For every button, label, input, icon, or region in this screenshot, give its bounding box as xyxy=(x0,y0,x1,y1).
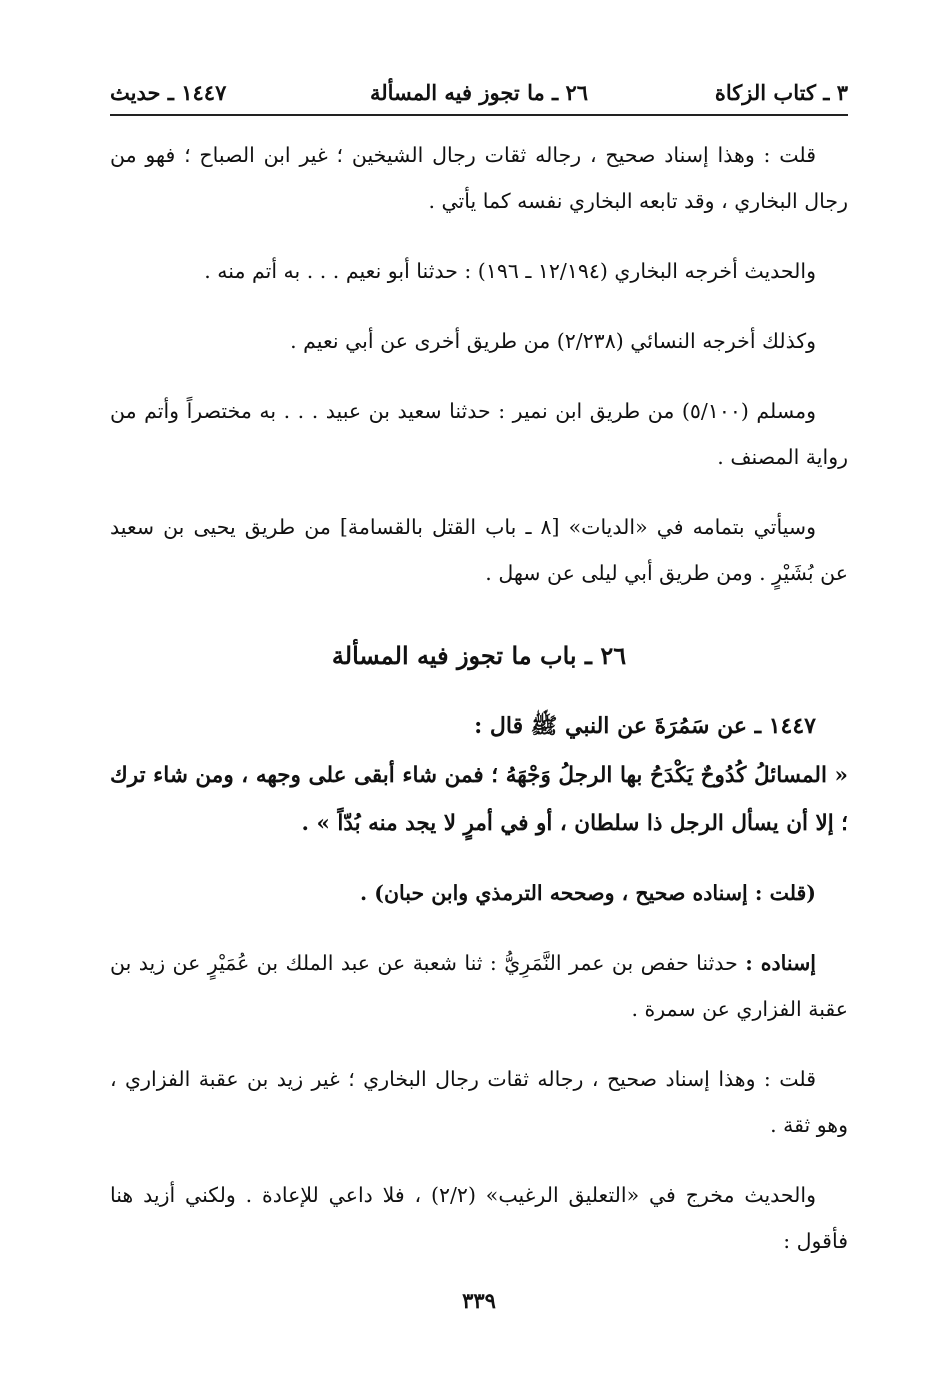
hadith-grading: (قلت : إسناده صحيح ، وصححه الترمذي وابن حبان) . xyxy=(360,881,816,905)
paragraph-2: والحديث أخرجه البخاري (١٢/١٩٤ ـ ١٩٦) : حدثنا أبو نعيم . . . به أتم منه . xyxy=(204,259,816,283)
header-chapter-title: ٢٦ ـ ما تجوز فيه المسألة xyxy=(369,80,589,105)
header-book-title: ٣ ـ كتاب الزكاة xyxy=(714,80,848,105)
isnad-paragraph xyxy=(110,940,848,1032)
paragraph-6: قلت : وهذا إسناد صحيح ، رجاله ثقات رجال البخاري ؛ غير زيد بن عقبة الفزاري ، وهو ثقة . xyxy=(110,1067,848,1137)
running-header xyxy=(110,76,848,114)
paragraph-1: قلت : وهذا إسناد صحيح ، رجاله ثقات رجال الشيخين ؛ غير ابن الصباح ؛ فهو من رجال البخاري ، وقد تابعه البخاري نفسه كما يأتي . xyxy=(110,143,848,213)
isnad-label: إسناده : xyxy=(745,951,816,975)
page-number: ٣٣٩ xyxy=(462,1288,496,1313)
book-page xyxy=(110,0,848,1374)
section-title: ٢٦ ـ باب ما تجوز فيه المسألة xyxy=(331,641,627,670)
paragraph-4: ومسلم (٥/١٠٠) من طريق ابن نمير : حدثنا سعيد بن عبيد . . . به مختصراً وأتم من رواية المصنف . xyxy=(110,399,848,469)
paragraph-7: والحديث مخرج في «التعليق الرغيب» (٢/٢) ، فلا داعي للإعادة . ولكني أزيد هنا فأقول : xyxy=(110,1183,848,1253)
paragraph-5: وسيأتي بتمامه في «الديات» [٨ ـ باب القتل بالقسامة] من طريق يحيى بن سعيد عن بُشَيْرٍ . ومن طريق أبي ليلى عن سهل . xyxy=(110,515,848,585)
isnad-text: حدثنا حفص بن عمر النَّمَرِيُّ : ثنا شعبة عن عبد الملك بن عُمَيْرٍ عن زيد بن عقبة الفزاري عن سمرة . xyxy=(110,951,848,1021)
page-content xyxy=(110,132,848,1288)
hadith-text: « المسائلُ كُدُوحٌ يَكْدَحُ بها الرجلُ وَجْهَهُ ؛ فمن شاء أبقى على وجهه ، ومن شاء ترك ؛ إلا أن يسأل الرجل ذا سلطان ، أو في أمرٍ لا يجد منه بُدّاً » . xyxy=(110,763,848,836)
header-divider xyxy=(110,114,848,116)
hadith-heading: ١٤٤٧ ـ عن سَمُرَةَ عن النبي ﷺ قال : xyxy=(474,713,816,739)
header-hadith-number: ١٤٤٧ ـ حديث xyxy=(110,80,227,105)
paragraph-3: وكذلك أخرجه النسائي (٢/٢٣٨) من طريق أخرى عن أبي نعيم . xyxy=(290,329,816,353)
